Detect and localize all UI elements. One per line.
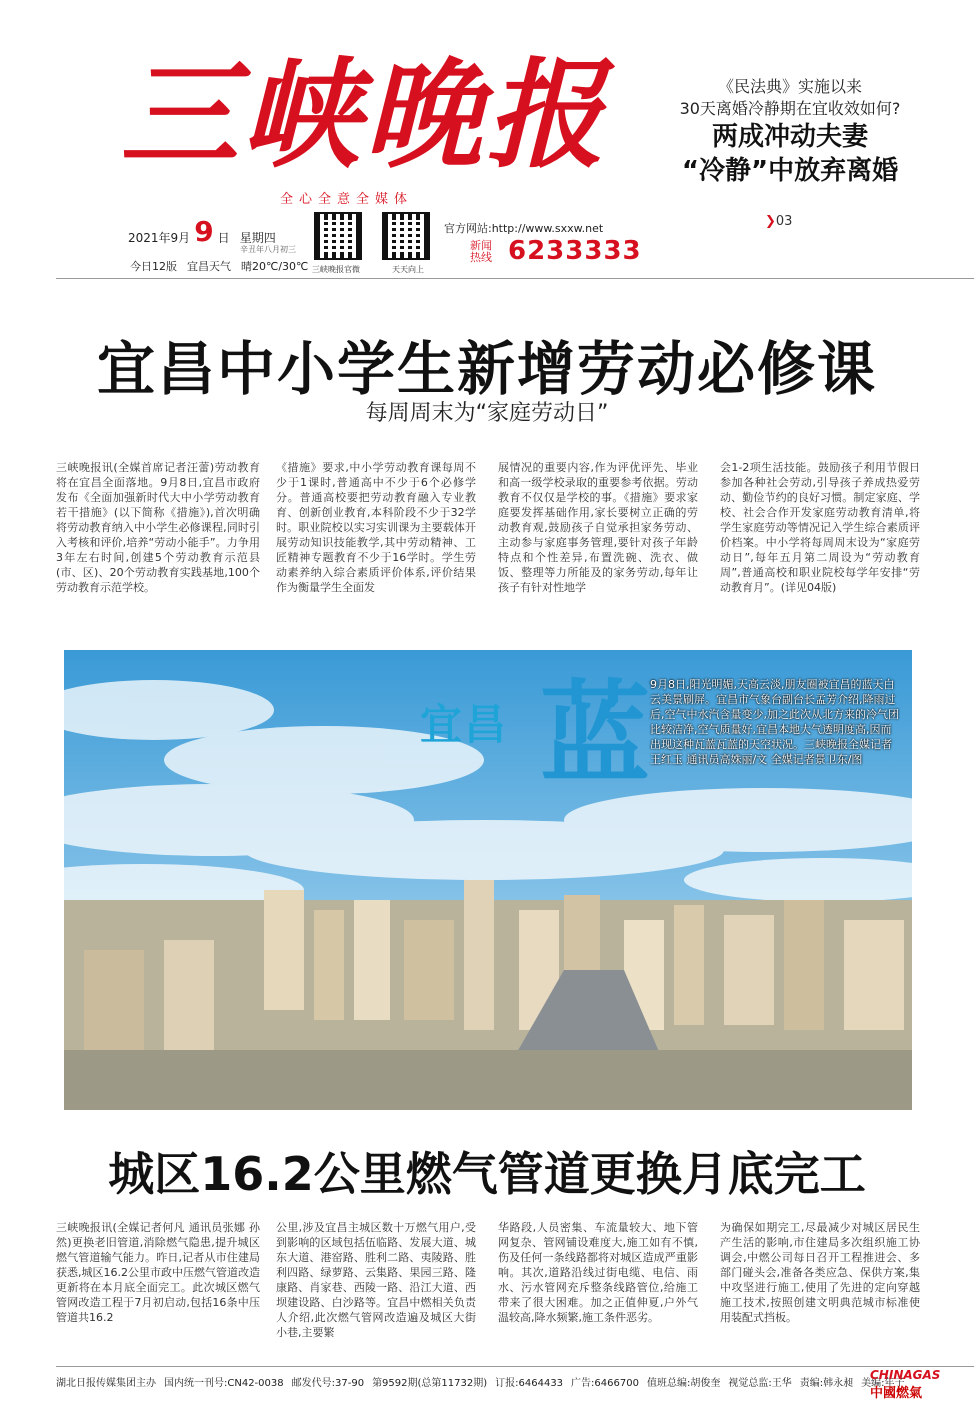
weekday: 星期四 — [239, 231, 276, 245]
story1-column: 《措施》要求,中小学劳动教育课每周不少于1课时,普通高中不少于6个必修学分。普通高校要把劳动教育融入专业教育、创新创业教育,本科阶段不少于32学时。职业院校以实习实训课为主要载体开展劳动知识技能教学,其中劳动精神、工匠精神专题教育不少于16学时。学生劳动素养纳入综合素质评价体系,评价结果作为衡量学生全面发 — [276, 461, 476, 594]
footer-item: 美编:年子 — [861, 1378, 905, 1389]
date-day-suffix: 日 — [217, 231, 230, 245]
edition-line — [130, 258, 308, 274]
logo-cn: 中國燃氣 — [870, 1386, 923, 1401]
slogan: 全心全意全媒体 — [280, 192, 414, 207]
divider — [56, 278, 974, 279]
story2-column: 三峡晚报讯(全媒记者何凡 通讯员张娜 孙然)更换老旧管道,消除燃气隐患,提升城区燃气管道输气能力。昨日,记者从市住建局获悉,城区16.2公里市政中压燃气管道改造更新将在本月底全面完工。此次城区燃气管网改造工程于7月初启动,包括16条中压管道共16.2 — [56, 1221, 260, 1324]
footer-item: 值班总编:胡俊奎 — [646, 1378, 721, 1389]
story1-column: 会1-2项生活技能。鼓励孩子利用节假日参加各种社会劳动,引导孩子养成热爱劳动、勤俭节约的良好习惯。制定家庭、学校、社会合作开发家庭劳动教育清单,将学生家庭劳动等情况记入学生综合素质评价档案。中小学将每周周末设为“家庭劳动日”,每年五月第二周设为“劳动教育周”,普通高校和职业院校每学年安排“劳动教育月”。(详见04版) — [720, 461, 920, 594]
lunar-date: 辛丑年八月初三 — [240, 245, 296, 254]
footer-item: 视觉总监:王华 — [728, 1378, 792, 1389]
footer-item: 邮发代号:37-90 — [291, 1378, 365, 1389]
teaser-page-ref[interactable] — [765, 214, 792, 229]
qr-caption: 三峡晚报官微 — [312, 265, 360, 274]
weather-value: 晴20℃/30℃ — [241, 260, 309, 273]
photo-caption: 9月8日,阳光明媚,天高云淡,朋友圈被宜昌的蓝天白云美景刷屏。宜昌市气象台副台长孟芳介绍,降雨过后,空气中水汽含量变少,加之此次从北方来的冷气团比较洁净,空气质量好,宜昌本地大气透明度高,因而出现这种瓦蓝瓦蓝的天空状况。三峡晚报全媒记者王红玉 通讯员高姝丽/文 全媒记者景卫东/图 — [650, 678, 899, 766]
masthead — [120, 40, 640, 190]
teaser-headline2: “冷静”中放弃离婚 — [681, 156, 899, 186]
photo-title-big: 蓝 — [540, 669, 650, 798]
teaser[interactable] — [640, 76, 940, 188]
divider — [56, 1366, 974, 1367]
story2-column: 为确保如期完工,尽最减少对城区居民生产生活的影响,市住建局多次组织施工协调会,中燃公司每日召开工程推进会、多部门碰头会,准备各类应急、保供方案,集中攻坚进行施工,使用了先进的定向穿越施工技术,按照创建文明典范城市标准使用装配式挡板。 — [720, 1221, 920, 1324]
footer-item: 责编:韩永昶 — [799, 1378, 854, 1389]
teaser-line2: 30天离婚冷静期在宜收效如何? — [679, 99, 901, 118]
footer-item: 第9592期(总第11732期) — [372, 1378, 488, 1389]
footer-item: 订报:6464433 — [495, 1378, 564, 1389]
story2-headline[interactable]: 城区16.2公里燃气管道更换月底完工 — [108, 1147, 866, 1201]
footer-item: 湖北日报传媒集团主办 — [56, 1378, 156, 1389]
dateline — [128, 215, 276, 248]
teaser-page-number: 03 — [775, 214, 793, 229]
qr-caption: 天天向上 — [392, 265, 424, 274]
weather-label: 宜昌天气 — [187, 260, 231, 273]
logo-en: CHINAGAS — [870, 1368, 941, 1382]
date-day: 9 — [194, 215, 214, 248]
story1-column: 展情况的重要内容,作为评优评先、毕业和高一级学校录取的重要参考依据。劳动教育不仅仅是学校的事。《措施》要求家庭要发挥基础作用,家长要树立正确的劳动教育观,鼓励孩子自觉承担家务劳动、主动参与家庭事务管理,要针对孩子年龄特点和个性差异,布置洗碗、洗衣、做饭、整理等力所能及的家务劳动,每年让孩子有针对性地学 — [498, 461, 698, 594]
date-year-month: 2021年9月 — [128, 231, 191, 245]
hotline-number[interactable]: 6233333 — [508, 236, 642, 266]
story2-column: 公里,涉及宜昌主城区数十万燃气用户,受到影响的区域包括伍临路、发展大道、城东大道、港窑路、胜利二路、夷陵路、胜利四路、绿萝路、云集路、果园三路、隆康路、肖家巷、西陵一路、沿江大道、西坝建设路、白沙路等。宜昌中燃相关负责人介绍,此次燃气管网改造遍及城区大街小巷,主要繁 — [276, 1221, 476, 1339]
story1-headline[interactable]: 宜昌中小学生新增劳动必修课 — [96, 335, 877, 403]
footer-item: 国内统一刊号:CN42-0038 — [164, 1378, 284, 1389]
qr-code-icon[interactable] — [314, 212, 362, 260]
masthead-logo: 三峡晚报 — [120, 45, 609, 184]
footer-item: 广告:6466700 — [571, 1378, 639, 1389]
teaser-headline1: 两成冲动夫妻 — [711, 122, 868, 152]
photo-title-small: 宜昌 — [420, 700, 509, 749]
footer — [56, 1374, 904, 1389]
chinagas-logo — [870, 1368, 970, 1401]
qr-code-icon[interactable] — [382, 212, 430, 260]
hotline-label: 新闻热线 — [470, 239, 492, 264]
arrow-icon: ❯ — [765, 214, 776, 229]
story2-column: 华路段,人员密集、车流量较大、地下管网复杂、管网铺设难度大,施工如有不慎,伤及任何一条线路都将对城区造成严重影响。其次,道路沿线过街电缆、电信、雨水、污水管网充斥整条线路管位,给施工带来了很大困难。加之正值伸夏,户外气温较高,降水频繁,施工条件恶劣。 — [498, 1221, 698, 1324]
website[interactable]: 官方网站:http://www.sxxw.net — [444, 222, 604, 235]
story1-column: 三峡晚报讯(全媒首席记者汪蕾)劳动教育将在宜昌全面落地。9月8日,宜昌市政府发布《全面加强新时代大中小学劳动教育若干措施》(以下简称《措施》),首次明确将劳动教育纳入中小学生必修课程,同时引入考核和评价,培养“劳动小能手”。力争用3年左右时间,创建5个劳动教育示范县(市、区)、20个劳动教育实践基地,100个劳动教育示范学校。 — [56, 461, 260, 594]
teaser-line1: 《民法典》实施以来 — [717, 77, 862, 96]
story1-subhead: 每周周末为“家庭劳动日” — [365, 401, 609, 426]
edition-count: 今日12版 — [130, 260, 177, 273]
